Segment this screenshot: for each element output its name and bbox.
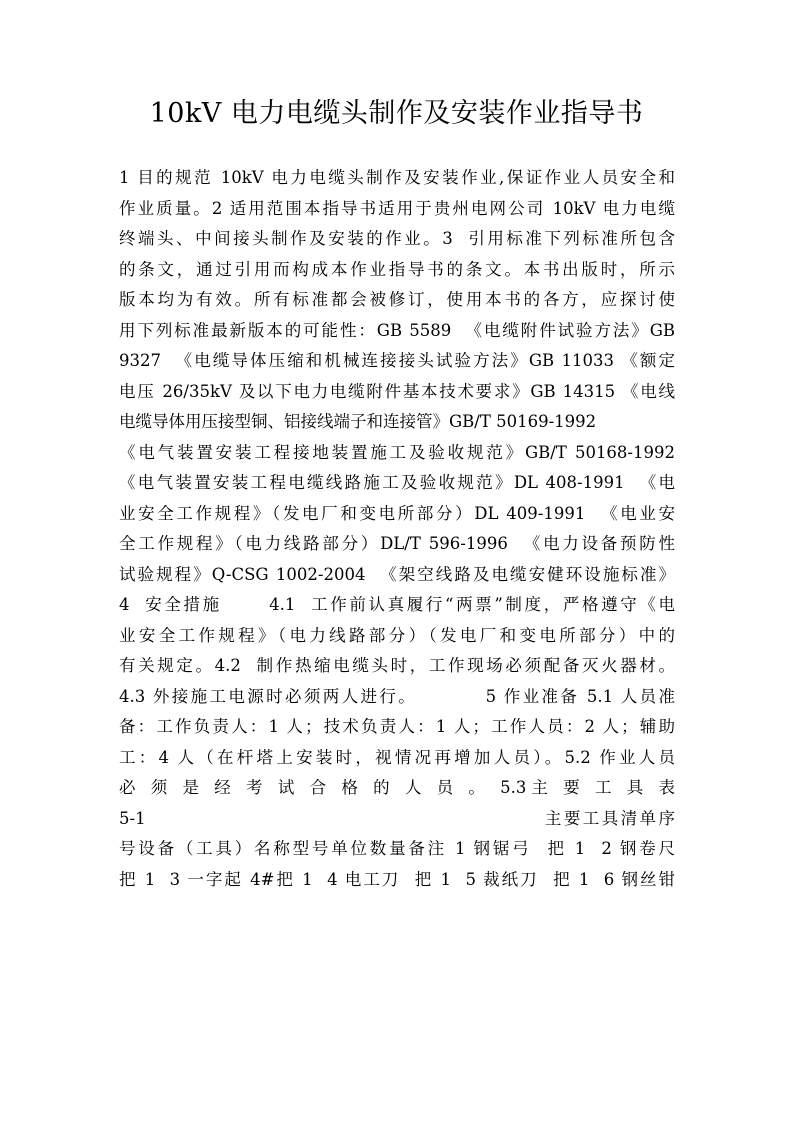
body-line: 作业质量。2 适用范围本指导书适用于贵州电网公司 10kV 电力电缆 [119, 198, 675, 218]
body-line: 版本均为有效。所有标准都会被修订，使用本书的各方，应探讨使 [119, 290, 675, 309]
body-line: 电压 26/35kV 及以下电力电缆附件基本技术要求》GB 14315 《电线 [119, 381, 675, 401]
body-line: 1 目的规范 10kV 电力电缆头制作及安装作业,保证作业人员安全和 [119, 168, 675, 187]
body-line: 备：工作负责人：1 人；技术负责人：1 人；工作人员：2 人；辅助 [119, 717, 675, 736]
body-line: 《电气装置安装工程接地装置施工及验收规范》GB/T 50168-1992 [119, 442, 675, 462]
document-body [119, 163, 675, 895]
body-line: 的条文，通过引用而构成本作业指导书的条文。本书出版时，所示 [119, 259, 675, 279]
body-line: 4.3 外接施工电源时必须两人进行。 5 作业准备 5.1 人员准 [119, 686, 675, 706]
body-line: 5-1 主要工具清单序 [119, 808, 675, 828]
body-line: 试验规程》Q-CSG 1002-2004 《架空线路及电缆安健环设施标准》 [119, 564, 675, 584]
body-line: 号设备（工具）名称型号单位数量备注 1 钢锯弓 把 1 2 钢卷尺 [119, 839, 675, 858]
body-line: 全工作规程》（电力线路部分）DL/T 596-1996 《电力设备预防性 [119, 534, 675, 553]
body-line: 终端头、中间接头制作及安装的作业。3 引用标准下列标准所包含 [119, 229, 675, 248]
body-line: 用下列标准最新版本的可能性：GB 5589 《电缆附件试验方法》GB [119, 320, 675, 340]
document-title: 10kV 电力电缆头制作及安装作业指导书 [149, 98, 644, 129]
body-line: 有关规定。4.2 制作热缩电缆头时，工作现场必须配备灭火器材。 [119, 656, 675, 675]
body-line: 业安全工作规程》（电力线路部分）（发电厂和变电所部分）中的 [119, 625, 675, 645]
body-line: 业安全工作规程》（发电厂和变电所部分）DL 409-1991 《电业安 [119, 503, 675, 523]
body-line: 《电气装置安装工程电缆线路施工及验收规范》DL 408-1991 《电 [119, 473, 675, 492]
body-line: 4 安全措施 4.1 工作前认真履行“两票”制度，严格遵守《电 [119, 595, 675, 614]
body-line: 电缆导体用压接型铜、铝接线端子和连接管》GB/T 50169-1992 [119, 412, 597, 431]
body-line: 必 须 是 经 考 试 合 格 的 人 员 。 5.3主 要 工 具 表 [119, 778, 675, 797]
body-line: 9327 《电缆导体压缩和机械连接接头试验方法》GB 11033 《额定 [119, 351, 675, 370]
body-line: 把 1 3 一字起 4#把 1 4 电工刀 把 1 5 裁纸刀 把 1 6 钢丝钳 [119, 869, 675, 889]
body-line: 工：4 人（在杆塔上安装时，视情况再增加人员）。5.2 作业人员 [119, 747, 675, 767]
